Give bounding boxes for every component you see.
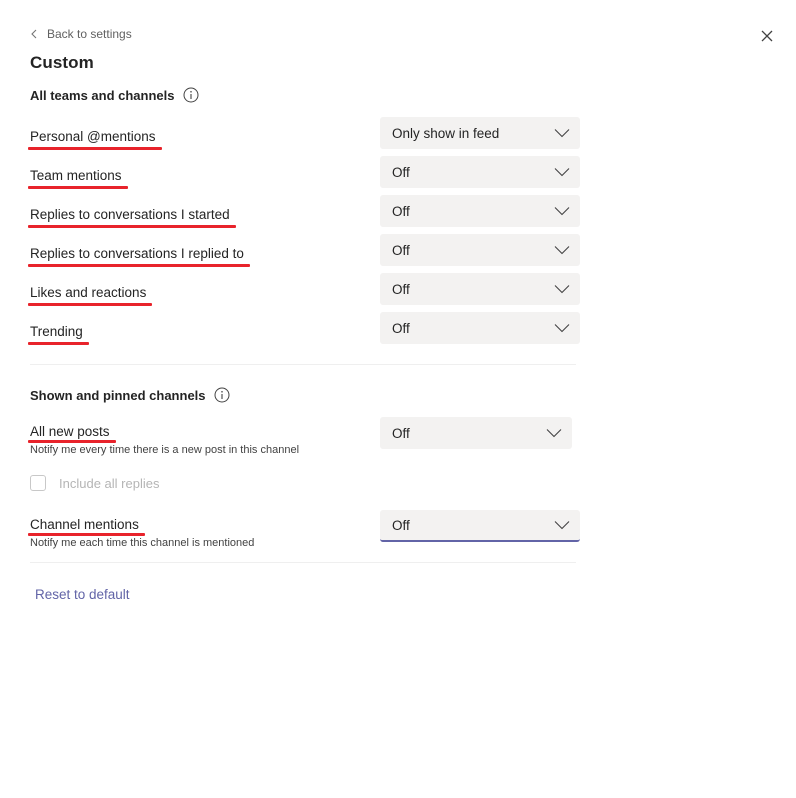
dropdown-value: Off bbox=[392, 425, 410, 441]
chevron-down-icon bbox=[554, 284, 570, 294]
footer-divider bbox=[30, 562, 576, 563]
info-icon[interactable] bbox=[214, 387, 230, 403]
annotation-underline bbox=[28, 342, 89, 345]
dropdown-likes-reactions[interactable] bbox=[380, 273, 580, 305]
description-all-new-posts: Notify me every time there is a new post in this channel bbox=[30, 444, 300, 456]
dropdown-all-new-posts[interactable] bbox=[380, 417, 572, 449]
dropdown-channel-mentions[interactable] bbox=[380, 510, 580, 542]
dropdown-replies-started[interactable] bbox=[380, 195, 580, 227]
chevron-down-icon bbox=[546, 428, 562, 438]
label-channel-mentions bbox=[30, 517, 139, 532]
label-likes-reactions bbox=[30, 285, 146, 300]
label-replies-started bbox=[30, 207, 230, 222]
page-title: Custom bbox=[30, 53, 94, 72]
chevron-down-icon bbox=[554, 520, 570, 530]
chevron-down-icon bbox=[554, 245, 570, 255]
info-icon[interactable] bbox=[183, 87, 199, 103]
row-label-text: Channel mentions bbox=[30, 517, 139, 532]
row-label-text: Trending bbox=[30, 324, 83, 339]
dropdown-value: Off bbox=[392, 517, 410, 533]
annotation-underline bbox=[28, 303, 152, 306]
section-title-shown-pinned bbox=[30, 387, 230, 403]
annotation-underline bbox=[28, 147, 162, 150]
chevron-down-icon bbox=[554, 206, 570, 216]
annotation-underline bbox=[28, 225, 236, 228]
back-to-settings-link[interactable] bbox=[30, 27, 132, 41]
row-label-text: Personal @mentions bbox=[30, 129, 156, 144]
row-label-text: Replies to conversations I replied to bbox=[30, 246, 244, 261]
reset-to-default-link[interactable]: Reset to default bbox=[35, 587, 130, 602]
dropdown-value: Off bbox=[392, 203, 410, 219]
close-icon bbox=[759, 28, 775, 44]
annotation-underline bbox=[28, 533, 145, 536]
row-label-text: Replies to conversations I started bbox=[30, 207, 230, 222]
dropdown-personal-mentions[interactable] bbox=[380, 117, 580, 149]
dropdown-trending[interactable] bbox=[380, 312, 580, 344]
label-trending bbox=[30, 324, 83, 339]
chevron-down-icon bbox=[554, 167, 570, 177]
close-button[interactable] bbox=[759, 28, 775, 44]
dropdown-replies-replied[interactable] bbox=[380, 234, 580, 266]
label-personal-mentions bbox=[30, 129, 156, 144]
annotation-underline bbox=[28, 440, 116, 443]
row-label-text: Likes and reactions bbox=[30, 285, 147, 300]
chevron-left-icon bbox=[30, 29, 38, 39]
chevron-down-icon bbox=[554, 128, 570, 138]
dropdown-value: Only show in feed bbox=[392, 125, 500, 141]
label-replies-replied bbox=[30, 246, 244, 261]
label-team-mentions bbox=[30, 168, 122, 183]
dropdown-value: Off bbox=[392, 281, 410, 297]
include-all-replies-checkbox[interactable] bbox=[30, 475, 46, 491]
dropdown-team-mentions[interactable] bbox=[380, 156, 580, 188]
annotation-underline bbox=[28, 264, 250, 267]
chevron-down-icon bbox=[554, 323, 570, 333]
section-divider bbox=[30, 364, 576, 365]
description-channel-mentions: Notify me each time this channel is mentioned bbox=[30, 537, 255, 549]
back-label: Back to settings bbox=[47, 27, 132, 41]
checkbox-label: Include all replies bbox=[59, 475, 160, 491]
dropdown-value: Off bbox=[392, 242, 410, 258]
row-label-text: All new posts bbox=[30, 424, 110, 439]
include-all-replies-option[interactable] bbox=[30, 475, 159, 491]
section-title-text: All teams and channels bbox=[30, 87, 175, 103]
section-title-all-teams bbox=[30, 87, 199, 103]
dropdown-value: Off bbox=[392, 164, 410, 180]
label-all-new-posts bbox=[30, 424, 110, 439]
row-label-text: Team mentions bbox=[30, 168, 122, 183]
annotation-underline bbox=[28, 186, 128, 189]
dropdown-value: Off bbox=[392, 320, 410, 336]
section-title-text: Shown and pinned channels bbox=[30, 387, 206, 403]
